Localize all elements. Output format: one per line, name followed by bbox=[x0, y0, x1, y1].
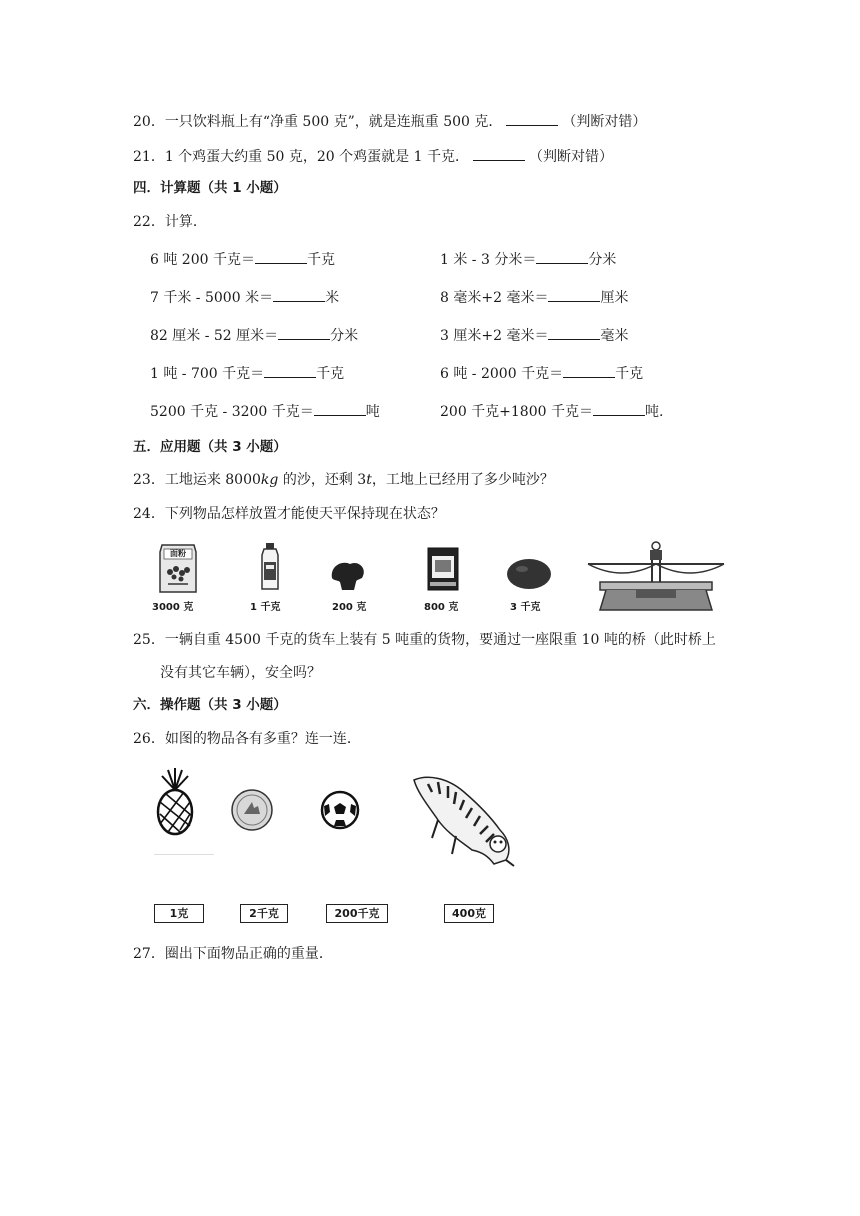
question-26 bbox=[133, 729, 361, 749]
question-text-part: 的沙，还剩 3 bbox=[278, 472, 367, 488]
weight-label: 1 千克 bbox=[250, 602, 281, 613]
question-24 bbox=[133, 504, 445, 524]
coin-icon bbox=[230, 788, 274, 832]
calc-expression: 200 千克+1800 千克＝ bbox=[440, 404, 593, 420]
calc-item bbox=[440, 363, 643, 384]
answer-blank[interactable] bbox=[278, 325, 330, 340]
calc-item bbox=[150, 363, 344, 384]
section-heading-4: 四．计算题（共 1 小题） bbox=[133, 180, 287, 196]
calc-unit: 千克 bbox=[615, 366, 644, 382]
answer-blank[interactable] bbox=[536, 249, 588, 264]
calc-unit: 吨 bbox=[365, 404, 380, 420]
calc-expression: 1 米 - 3 分米＝ bbox=[440, 252, 537, 268]
weight-label: 200 克 bbox=[332, 602, 367, 613]
calc-unit: 毫米 bbox=[600, 328, 629, 344]
flour-bag-label: 面粉 bbox=[170, 549, 186, 558]
answer-blank[interactable] bbox=[593, 401, 645, 416]
weight-option-box[interactable]: 1克 bbox=[154, 904, 204, 923]
q24-figure bbox=[150, 538, 730, 618]
watermelon-icon bbox=[506, 558, 552, 590]
question-number: 24． bbox=[133, 506, 165, 522]
question-hint: （判断对错） bbox=[528, 149, 613, 165]
calc-expression: 1 吨 - 700 千克＝ bbox=[150, 366, 265, 382]
answer-blank[interactable] bbox=[273, 287, 325, 302]
question-25 bbox=[133, 630, 716, 650]
soccer-ball-icon bbox=[320, 790, 360, 830]
answer-blank[interactable] bbox=[255, 249, 307, 264]
weight-option-box[interactable]: 400克 bbox=[444, 904, 494, 923]
question-text: 计算． bbox=[164, 214, 207, 230]
calc-item bbox=[150, 249, 335, 270]
question-number: 27． bbox=[133, 946, 165, 962]
answer-blank[interactable] bbox=[473, 146, 525, 161]
question-number: 21． bbox=[133, 149, 165, 165]
calc-expression: 82 厘米 - 52 厘米＝ bbox=[150, 328, 279, 344]
calc-expression: 6 吨 200 千克＝ bbox=[150, 252, 255, 268]
unit-t: t bbox=[366, 472, 372, 488]
question-20 bbox=[133, 111, 646, 132]
calc-item bbox=[440, 401, 663, 422]
weight-option-box[interactable]: 2千克 bbox=[240, 904, 288, 923]
question-23 bbox=[133, 470, 554, 490]
question-text: 如图的物品各有多重？连一连． bbox=[164, 731, 361, 747]
bottle-icon bbox=[258, 542, 282, 592]
answer-blank[interactable] bbox=[264, 363, 316, 378]
flour-bag-icon bbox=[156, 542, 200, 594]
question-text-part: 工地运来 8000 bbox=[164, 472, 261, 488]
question-text: 一辆自重 4500 千克的货车上装有 5 吨重的货物，要通过一座限重 10 吨的桥（此时桥上 bbox=[164, 632, 716, 648]
question-number: 20． bbox=[133, 114, 165, 130]
pineapple-icon bbox=[150, 768, 200, 836]
answer-blank[interactable] bbox=[548, 287, 600, 302]
calc-unit: 分米 bbox=[588, 252, 617, 268]
calc-expression: 8 毫米+2 毫米＝ bbox=[440, 290, 549, 306]
calc-item bbox=[150, 401, 380, 422]
calc-item bbox=[440, 325, 628, 346]
question-hint: （判断对错） bbox=[562, 114, 647, 130]
answer-blank[interactable] bbox=[314, 401, 366, 416]
question-25-continued: 没有其它车辆），安全吗？ bbox=[160, 665, 321, 681]
question-text: 一只饮料瓶上有“净重 500 克”，就是连瓶重 500 克． bbox=[164, 114, 503, 130]
question-text-part: ，工地上已经用了多少吨沙？ bbox=[371, 472, 554, 488]
question-number: 26． bbox=[133, 731, 165, 747]
calc-unit: 分米 bbox=[330, 328, 359, 344]
answer-blank[interactable] bbox=[506, 111, 558, 126]
weight-label: 3 千克 bbox=[510, 602, 541, 613]
question-number: 23． bbox=[133, 472, 165, 488]
question-text: 1 个鸡蛋大约重 50 克，20 个鸡蛋就是 1 千克． bbox=[164, 149, 469, 165]
balance-scale-icon bbox=[586, 538, 726, 614]
answer-blank[interactable] bbox=[548, 325, 600, 340]
calc-expression: 3 厘米+2 毫米＝ bbox=[440, 328, 549, 344]
calc-item bbox=[150, 325, 358, 346]
calc-unit: 厘米 bbox=[600, 290, 629, 306]
question-22 bbox=[133, 212, 207, 232]
calc-expression: 5200 千克 - 3200 千克＝ bbox=[150, 404, 314, 420]
section-heading-6: 六．操作题（共 3 小题） bbox=[133, 697, 287, 713]
q26-figure bbox=[150, 768, 520, 928]
calc-unit: 米 bbox=[325, 290, 340, 306]
tiger-icon bbox=[408, 772, 518, 868]
divider-line bbox=[154, 854, 214, 855]
question-27 bbox=[133, 944, 333, 964]
question-21 bbox=[133, 146, 613, 167]
section-heading-5: 五．应用题（共 3 小题） bbox=[133, 439, 287, 455]
calc-item bbox=[150, 287, 339, 308]
weight-option-box[interactable]: 200千克 bbox=[326, 904, 388, 923]
calc-expression: 7 千米 - 5000 米＝ bbox=[150, 290, 274, 306]
bread-icon bbox=[328, 558, 368, 592]
question-number: 25． bbox=[133, 632, 165, 648]
calc-item bbox=[440, 287, 628, 308]
question-text: 下列物品怎样放置才能使天平保持现在状态？ bbox=[164, 506, 445, 522]
unit-kg: kg bbox=[260, 472, 279, 488]
calc-unit: 吨. bbox=[644, 404, 664, 420]
can-icon bbox=[426, 546, 460, 592]
calc-expression: 6 吨 - 2000 千克＝ bbox=[440, 366, 564, 382]
calc-unit: 千克 bbox=[306, 252, 335, 268]
weight-label: 3000 克 bbox=[152, 602, 194, 613]
question-text: 圈出下面物品正确的重量． bbox=[164, 946, 333, 962]
answer-blank[interactable] bbox=[563, 363, 615, 378]
question-number: 22． bbox=[133, 214, 165, 230]
calc-unit: 千克 bbox=[316, 366, 345, 382]
calc-item bbox=[440, 249, 616, 270]
weight-label: 800 克 bbox=[424, 602, 459, 613]
